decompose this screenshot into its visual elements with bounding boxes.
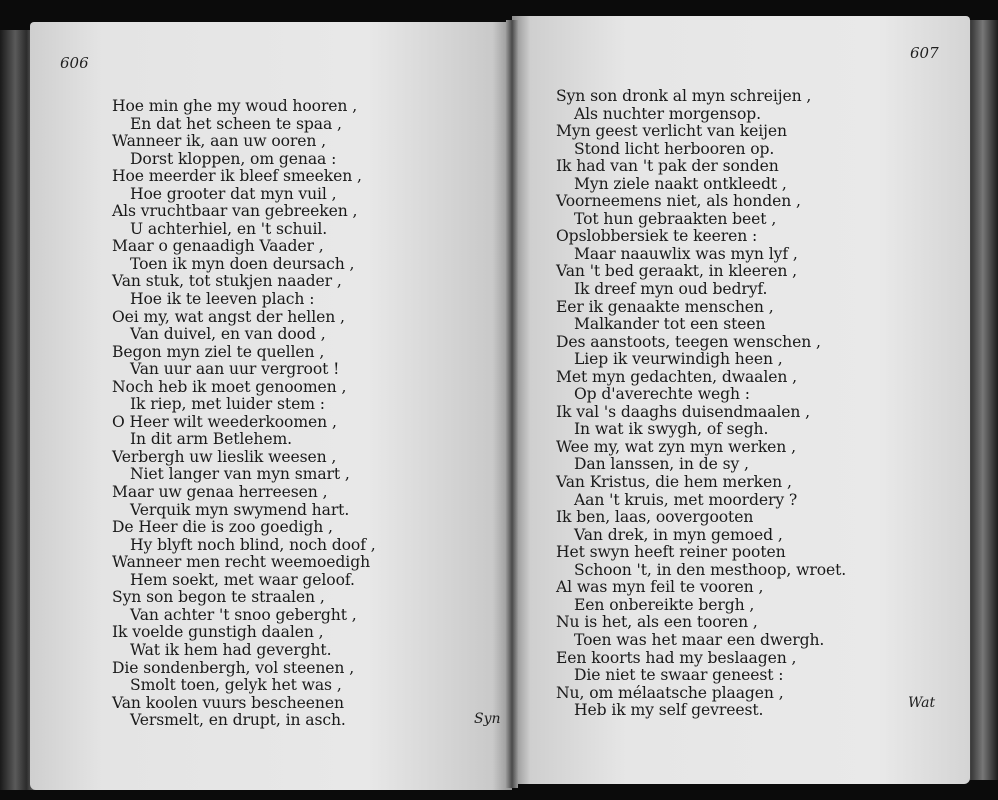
verse-line: Ik dreef myn oud bedryf. [574, 280, 768, 299]
verse-line: Maar uw genaa herreesen , [112, 483, 328, 502]
left-catchword: Syn [474, 711, 501, 727]
verse-line: Van achter 't snoo geberght , [130, 605, 357, 624]
verse-line: Nu is het, als een tooren , [556, 613, 758, 632]
verse-line: Opslobbersiek te keeren : [556, 227, 758, 246]
right-catchword: Wat [908, 695, 936, 711]
verse-line: Toen was het maar een dwergh. [574, 630, 825, 649]
verse-line: Ik ben, laas, oovergooten [556, 508, 754, 527]
left-poem [112, 98, 376, 730]
verse-line: Hoe ik te leeven plach : [130, 290, 315, 309]
book-gutter [506, 20, 518, 788]
verse-line: Wanneer ik, aan uw ooren , [112, 132, 327, 151]
verse-line: Ik riep, met luider stem : [130, 395, 325, 414]
verse-line: Heb ik my self gevreest. [574, 701, 764, 720]
verse-line: Een koorts had my beslaagen , [556, 648, 797, 667]
verse-line: Van koolen vuurs bescheenen [112, 693, 344, 712]
verse-line: O Heer wilt weederkoomen , [112, 412, 337, 431]
verse-line: Liep ik veurwindigh heen , [574, 350, 783, 369]
right-page [512, 16, 970, 784]
verse-line: Hoe grooter dat myn vuil , [130, 184, 337, 203]
left-page [30, 22, 512, 790]
verse-line: Met myn gedachten, dwaalen , [556, 367, 798, 386]
verse-line: Malkander tot een steen [574, 315, 766, 334]
verse-line: U achterhiel, en 't schuil. [130, 219, 328, 238]
verse-line: Ik voelde gunstigh daalen , [112, 623, 324, 642]
verse-line: Des aanstoots, teegen wenschen , [556, 332, 821, 351]
verse-line: Ik val 's daaghs duisendmaalen , [556, 402, 811, 421]
verse-line: Van Kristus, die hem merken , [556, 473, 792, 492]
verse-line: Versmelt, en drupt, in asch. [130, 711, 346, 730]
verse-line: Syn son begon te straalen , [112, 588, 325, 607]
verse-line: Stond licht herbooren op. [574, 139, 775, 158]
verse-line: Als vruchtbaar van gebreeken , [112, 202, 358, 221]
verse-line: Die niet te swaar geneest : [574, 666, 784, 685]
verse-line: Niet langer van myn smart , [130, 465, 350, 484]
right-poem [556, 88, 846, 720]
verse-line: Ik had van 't pak der sonden [556, 157, 779, 176]
verse-line: Al was myn feil te vooren , [556, 578, 764, 597]
verse-line: Die sondenbergh, vol steenen , [112, 658, 355, 677]
verse-line: En dat het scheen te spaa , [130, 114, 342, 133]
verse-line: Dorst kloppen, om genaa : [130, 149, 337, 168]
verse-line: Oei my, wat angst der hellen , [112, 307, 345, 326]
verse-line: Nu, om mélaatsche plaagen , [556, 683, 784, 702]
verse-line: Eer ik genaakte menschen , [556, 297, 774, 316]
verse-line: Maar o genaadigh Vaader , [112, 237, 324, 256]
verse-line: Dan lanssen, in de sy , [574, 455, 749, 474]
verse-line: Schoon 't, in den mesthoop, wroet. [574, 560, 847, 579]
verse-line: Als nuchter morgensop. [574, 104, 761, 123]
verse-line: Van stuk, tot stukjen naader , [112, 272, 342, 291]
verse-line: Myn ziele naakt ontkleedt , [574, 174, 787, 193]
verse-line: Van duivel, en van dood , [130, 325, 326, 344]
verse-line: Syn son dronk al myn schreijen , [556, 87, 812, 105]
verse-line: Aan 't kruis, met moordery ? [574, 490, 798, 509]
verse-line: Hoe min ghe my woud hooren , [112, 97, 358, 115]
verse-line: Hem soekt, met waar geloof. [130, 570, 355, 589]
verse-line: De Heer die is zoo goedigh , [112, 518, 333, 537]
verse-line: Wee my, wat zyn myn werken , [556, 437, 796, 456]
right-page-number: 607 [910, 44, 939, 62]
verse-line: Toen ik myn doen deursach , [130, 254, 355, 273]
verse-line: Begon myn ziel te quellen , [112, 342, 325, 361]
verse-line: Smolt toen, gelyk het was , [130, 676, 342, 695]
verse-line: Tot hun gebraakten beet , [574, 209, 777, 228]
verse-line: Maar naauwlix was myn lyf , [574, 244, 798, 263]
verse-line: Het swyn heeft reiner pooten [556, 543, 786, 562]
verse-line: Wanneer men recht weemoedigh [112, 553, 371, 572]
verse-line: In wat ik swygh, of segh. [574, 420, 769, 439]
verse-line: Wat ik hem had geverght. [130, 640, 332, 659]
verse-line: Noch heb ik moet genoomen , [112, 377, 347, 396]
verse-line: Myn geest verlicht van keijen [556, 122, 787, 141]
left-page-number: 606 [60, 54, 89, 72]
verse-line: Hoe meerder ik bleef smeeken , [112, 167, 362, 186]
verse-line: Verbergh uw lieslik weesen , [112, 447, 337, 466]
verse-line: Van uur aan uur vergroot ! [130, 360, 340, 379]
verse-line: Hy blyft noch blind, noch doof , [130, 535, 376, 554]
verse-line: Verquik myn swymend hart. [130, 500, 350, 519]
verse-line: Op d'averechte wegh : [574, 385, 750, 404]
verse-line: Een onbereikte bergh , [574, 595, 755, 614]
verse-line: Voorneemens niet, als honden , [556, 192, 801, 211]
verse-line: In dit arm Betlehem. [130, 430, 293, 449]
verse-line: Van 't bed geraakt, in kleeren , [556, 262, 797, 281]
verse-line: Van drek, in myn gemoed , [574, 525, 783, 544]
